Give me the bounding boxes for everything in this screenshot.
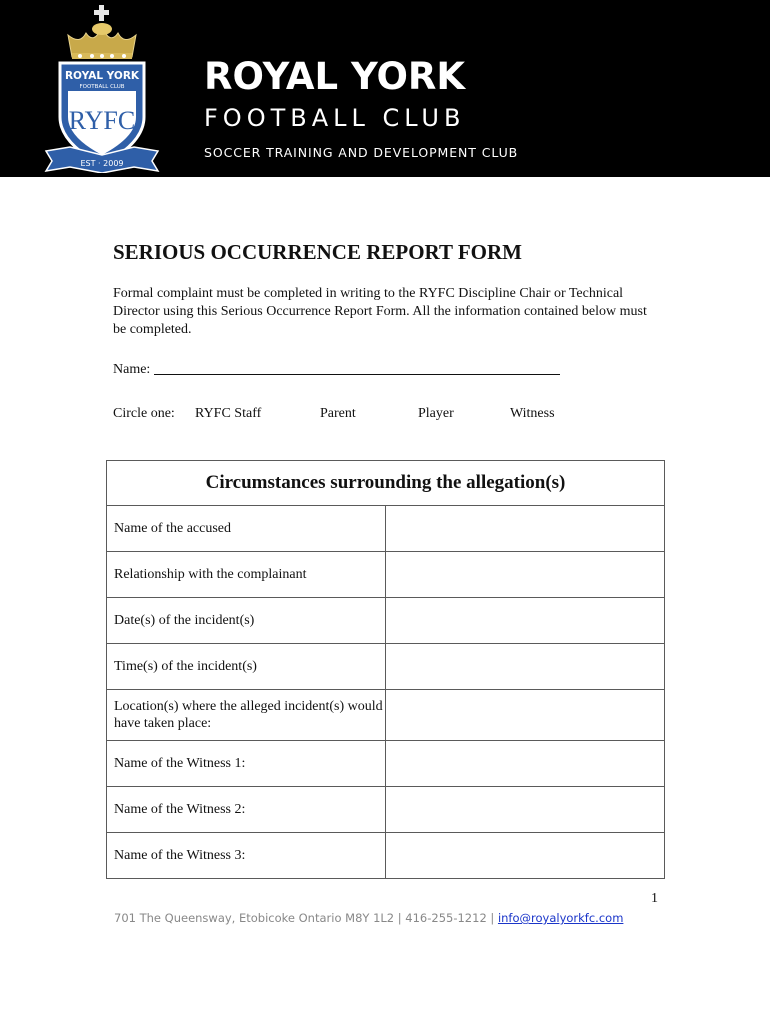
header-banner <box>0 0 770 177</box>
crown-icon <box>68 5 136 59</box>
witness-2-field[interactable] <box>386 787 665 833</box>
option-parent[interactable]: Parent <box>320 406 356 421</box>
table-row <box>107 787 665 833</box>
table-row <box>107 644 665 690</box>
row-label: Name of the Witness 2: <box>107 787 386 833</box>
incident-date-field[interactable] <box>386 598 665 644</box>
incident-time-field[interactable] <box>386 644 665 690</box>
witness-1-field[interactable] <box>386 741 665 787</box>
crest-top-text: ROYAL YORK <box>64 70 140 82</box>
row-label: Time(s) of the incident(s) <box>107 644 386 690</box>
crest-sub-text: FOOTBALL CLUB <box>79 84 125 90</box>
name-label: Name: <box>113 362 151 377</box>
witness-3-field[interactable] <box>386 833 665 879</box>
row-label: Relationship with the complainant <box>107 552 386 598</box>
relationship-field[interactable] <box>386 552 665 598</box>
accused-name-field[interactable] <box>386 506 665 552</box>
row-label: Date(s) of the incident(s) <box>107 598 386 644</box>
club-name: ROYAL YORK <box>204 55 466 98</box>
name-field[interactable] <box>154 360 560 375</box>
footer-address: 701 The Queensway, Etobicoke Ontario M8Y 1L2 | 416-255-1212 | <box>114 911 498 925</box>
name-field-row <box>113 360 560 378</box>
club-tagline: SOCCER TRAINING AND DEVELOPMENT CLUB <box>204 145 519 160</box>
option-ryfc-staff[interactable]: RYFC Staff <box>195 406 262 421</box>
crest-monogram: RYFC <box>68 106 136 135</box>
table-row <box>107 598 665 644</box>
row-label: Name of the Witness 1: <box>107 741 386 787</box>
row-label: Name of the Witness 3: <box>107 833 386 879</box>
form-title: SERIOUS OCCURRENCE REPORT FORM <box>113 240 522 264</box>
club-subtitle: FOOTBALL CLUB <box>204 104 466 132</box>
circle-one-row <box>113 406 673 424</box>
option-player[interactable]: Player <box>418 406 454 421</box>
table-row <box>107 506 665 552</box>
incident-location-field[interactable] <box>386 690 665 741</box>
row-label: Name of the accused <box>107 506 386 552</box>
option-witness[interactable]: Witness <box>510 406 555 421</box>
table-row <box>107 741 665 787</box>
page-number: 1 <box>651 891 658 906</box>
table-title: Circumstances surrounding the allegation(s) <box>107 461 665 506</box>
footer-contact <box>114 911 623 925</box>
table-row <box>107 833 665 879</box>
form-intro: Formal complaint must be completed in writing to the RYFC Discipline Chair or Technical Director using this Serious Occurrence Report Form. All the information contained below must be completed. <box>113 286 647 337</box>
club-crest-logo <box>40 5 165 173</box>
row-label: Location(s) where the alleged incident(s) would have taken place: <box>107 690 386 741</box>
table-row <box>107 690 665 741</box>
crest-est-text: EST · 2009 <box>80 159 124 168</box>
footer-email-link[interactable]: info@royalyorkfc.com <box>497 911 624 925</box>
circle-one-label: Circle one: <box>113 406 175 421</box>
allegation-table <box>106 460 665 879</box>
table-row <box>107 552 665 598</box>
